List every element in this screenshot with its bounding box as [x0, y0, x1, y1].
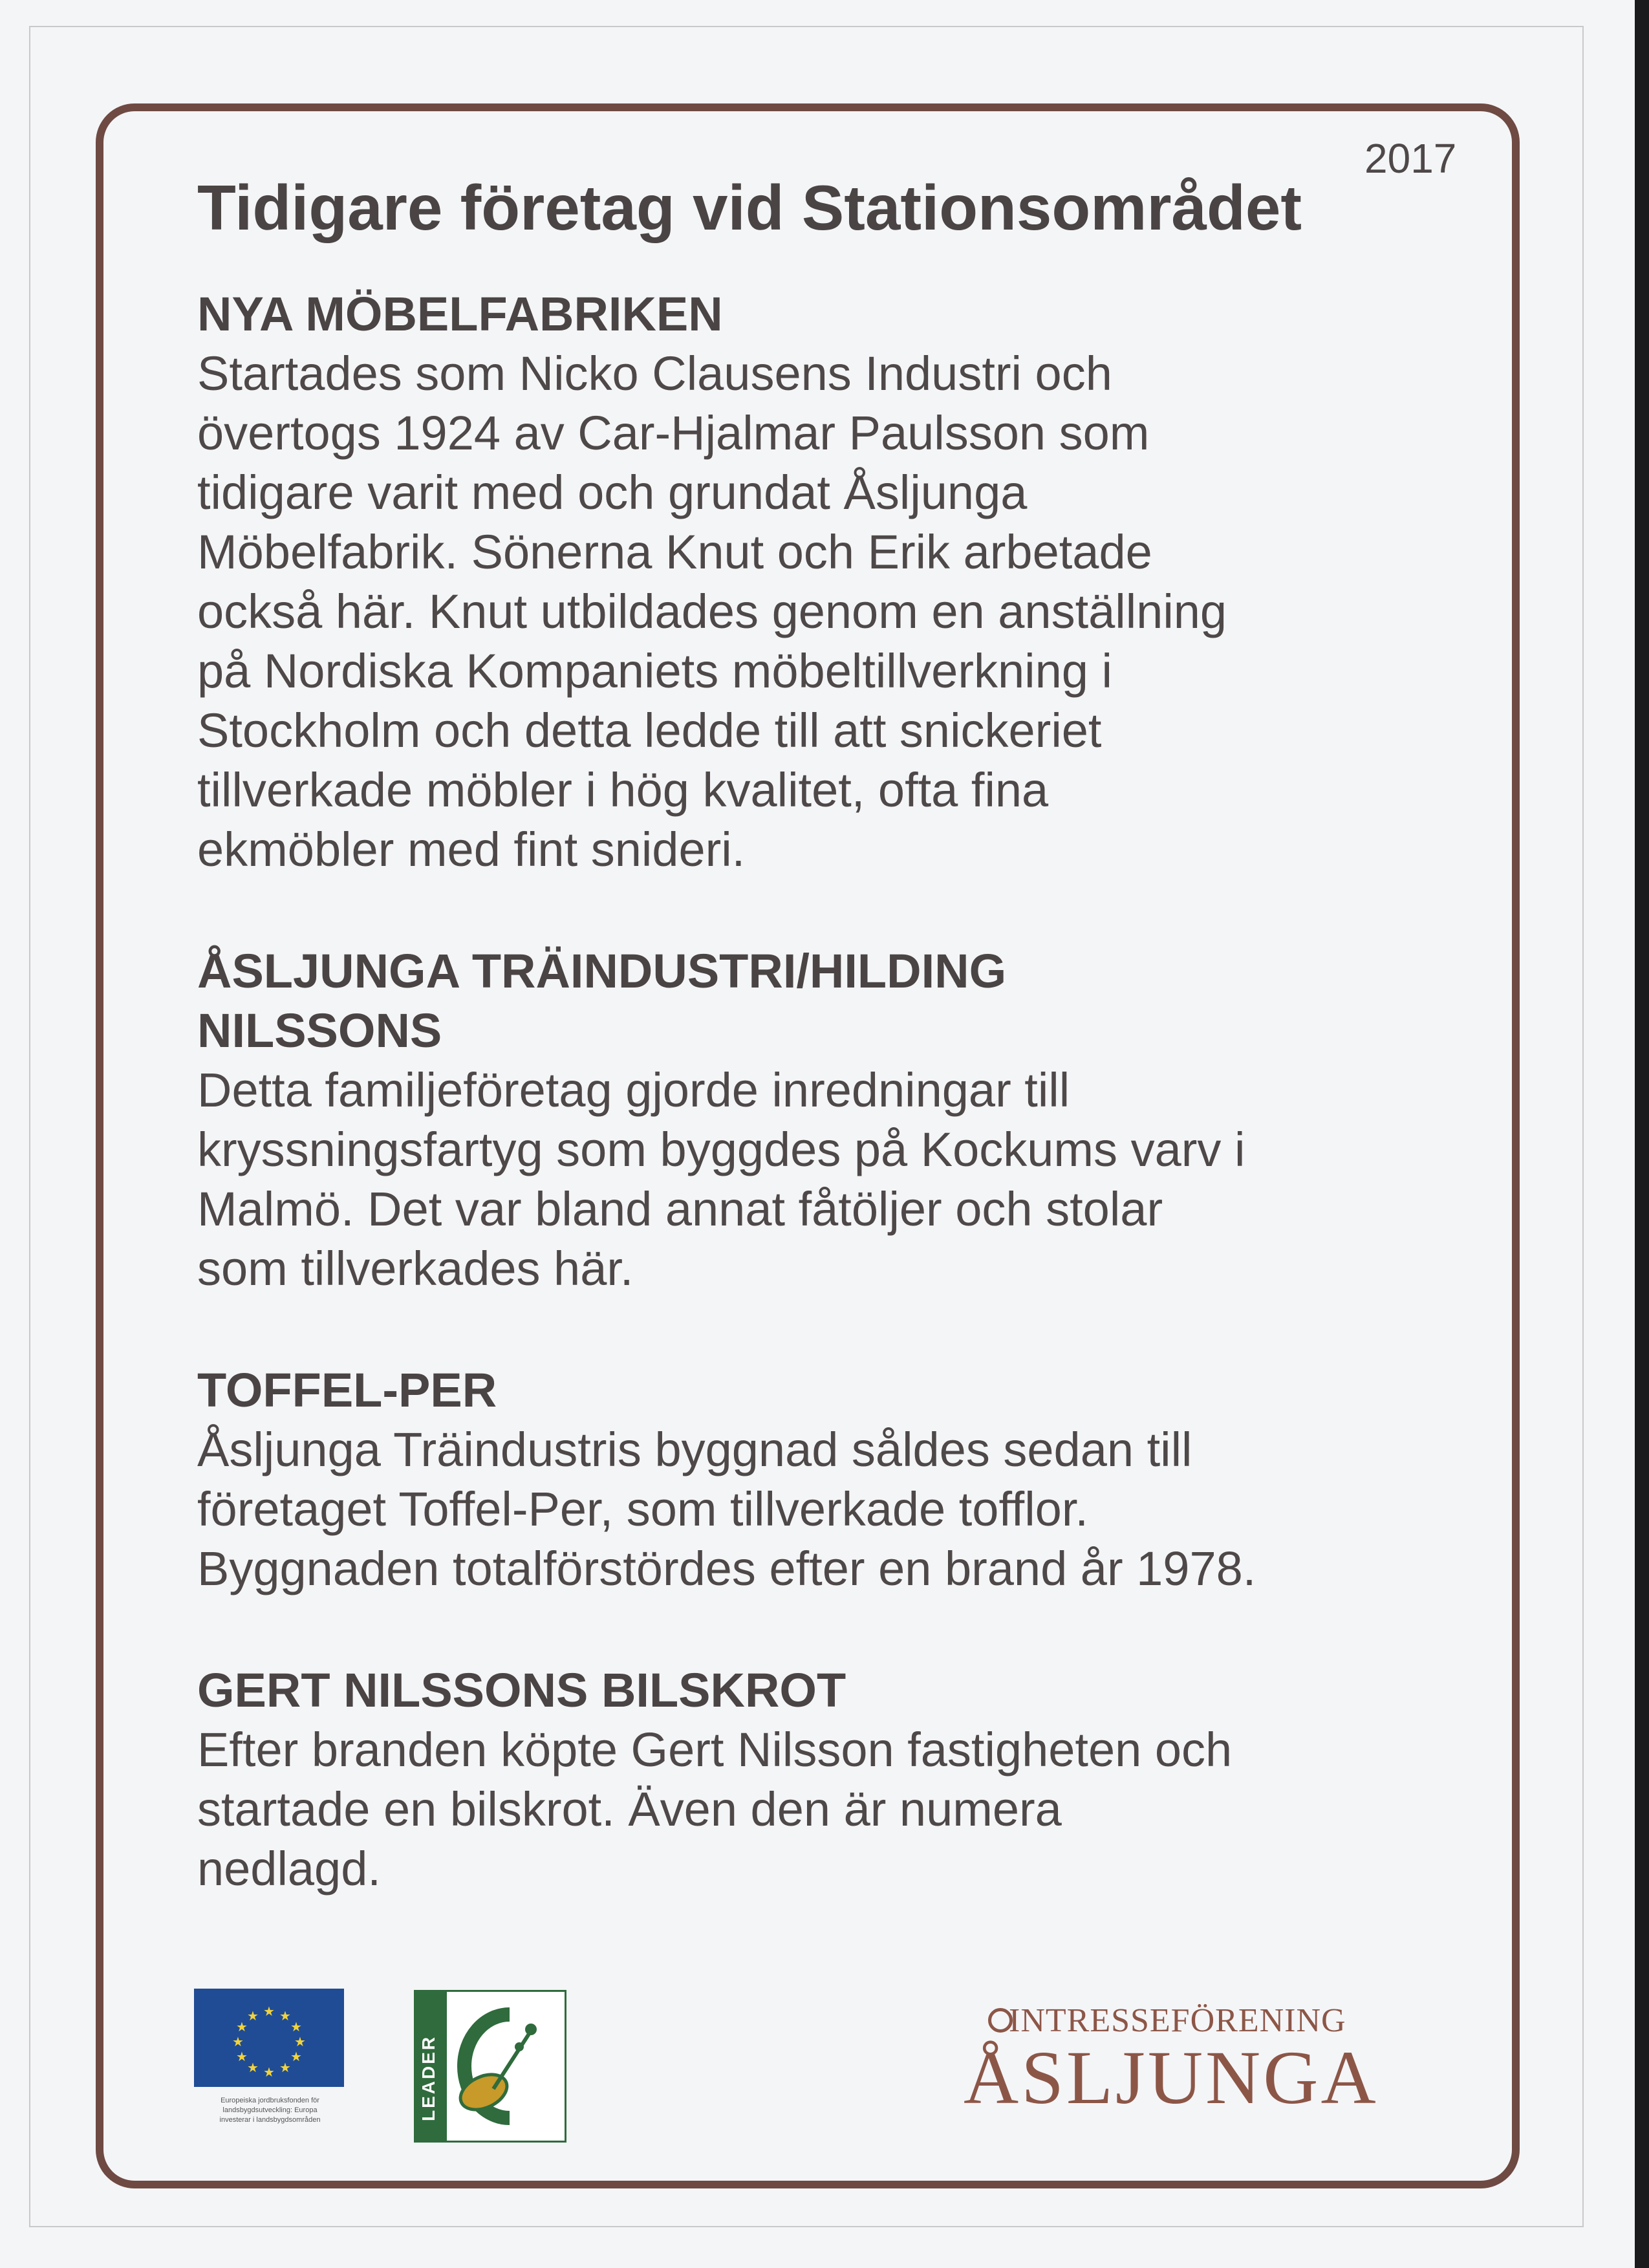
eu-caption-line: investerar i landsbygdsområden	[219, 2116, 321, 2124]
body-line: Möbelfabrik. Sönerna Knut och Erik arbetade	[197, 525, 1152, 579]
body-line: Detta familjeföretag gjorde inredningar till	[197, 1063, 1070, 1117]
logo-footer	[194, 1989, 1481, 2137]
section-body	[197, 1420, 1426, 1599]
svg-text:★: ★	[236, 2019, 248, 2035]
eu-logo	[194, 1989, 346, 2125]
section-heading	[197, 942, 1426, 1061]
body-line: Åsljunga Träindustris byggnad såldes sedan till	[197, 1423, 1192, 1476]
heading-line: NILSSONS	[197, 1004, 442, 1057]
svg-text:★: ★	[236, 2049, 248, 2064]
body-line: Stockholm och detta ledde till att snickeriet	[197, 704, 1102, 757]
body-line: också här. Knut utbildades genom en anställning	[197, 585, 1227, 638]
leader-text: LEADER	[418, 2035, 438, 2121]
body-line: kryssningsfartyg som byggdes på Kockums varv i	[197, 1123, 1245, 1176]
body-line: nedlagd.	[197, 1842, 381, 1895]
leader-band	[416, 1992, 447, 2141]
svg-text:★: ★	[290, 2019, 302, 2035]
svg-text:★: ★	[294, 2034, 306, 2049]
eu-stars-icon	[194, 1989, 344, 2087]
svg-text:★: ★	[232, 2034, 244, 2049]
section-nya-mobelfabriken	[197, 285, 1426, 880]
svg-text:★: ★	[263, 2003, 275, 2019]
svg-text:★: ★	[247, 2008, 259, 2024]
body-line: tidigare varit med och grundat Åsljunga	[197, 466, 1028, 519]
year-label: 2017	[1364, 135, 1457, 182]
scan-edge	[1635, 0, 1649, 2268]
section-asljunga-traindustri	[197, 942, 1426, 1299]
section-heading: TOFFEL-PER	[197, 1363, 497, 1417]
section-body	[197, 1061, 1426, 1299]
section-gert-nilssons-bilskrot	[197, 1661, 1426, 1899]
heading-line: ÅSLJUNGA TRÄINDUSTRI/HILDING	[197, 944, 1007, 998]
leader-logo-icon	[414, 1990, 566, 2143]
body-line: Startades som Nicko Clausens Industri och	[197, 347, 1112, 400]
body-line: ekmöbler med fint snideri.	[197, 823, 746, 876]
org-subtitle: INTRESSEFÖRENING	[1009, 2002, 1346, 2039]
section-body	[197, 344, 1426, 880]
svg-text:★: ★	[290, 2049, 302, 2064]
svg-text:★: ★	[247, 2060, 259, 2075]
body-line: Malmö. Det var bland annat fåtöljer och stolar	[197, 1182, 1163, 1236]
body-line: företaget Toffel-Per, som tillverkade tofflor.	[197, 1482, 1088, 1536]
eu-caption	[194, 2096, 346, 2125]
svg-text:★: ★	[279, 2008, 291, 2024]
body-line: tillverkade möbler i hög kvalitet, ofta fina	[197, 763, 1049, 817]
sign-content	[197, 285, 1426, 1961]
body-line: startade en bilskrot. Även den är numera	[197, 1782, 1062, 1836]
svg-text:★: ★	[279, 2060, 291, 2075]
body-line: Byggnaden totalförstördes efter en brand år 1978.	[197, 1542, 1256, 1595]
section-heading: NYA MÖBELFABRIKEN	[197, 287, 723, 341]
page-title: Tidigare företag vid Stationsområdet	[197, 172, 1302, 243]
svg-text:★: ★	[263, 2064, 275, 2080]
section-heading: GERT NILSSONS BILSKROT	[197, 1663, 846, 1717]
eu-flag-icon	[194, 1989, 344, 2087]
body-line: övertogs 1924 av Car-Hjalmar Paulsson som	[197, 406, 1150, 460]
leader-emblem-icon	[448, 1998, 558, 2134]
eu-caption-line: landsbygdsutveckling: Europa	[222, 2106, 318, 2114]
body-line: på Nordiska Kompaniets möbeltillverkning i	[197, 644, 1112, 698]
intresseforening-asljunga-logo	[964, 2002, 1481, 2131]
body-line: som tillverkades här.	[197, 1242, 634, 1295]
eu-caption-line: Europeiska jordbruksfonden för	[221, 2097, 319, 2104]
org-name: ÅSLJUNGA	[964, 2035, 1379, 2120]
body-line: Efter branden köpte Gert Nilsson fastigheten och	[197, 1723, 1233, 1777]
section-body	[197, 1720, 1426, 1899]
section-toffel-per	[197, 1361, 1426, 1599]
